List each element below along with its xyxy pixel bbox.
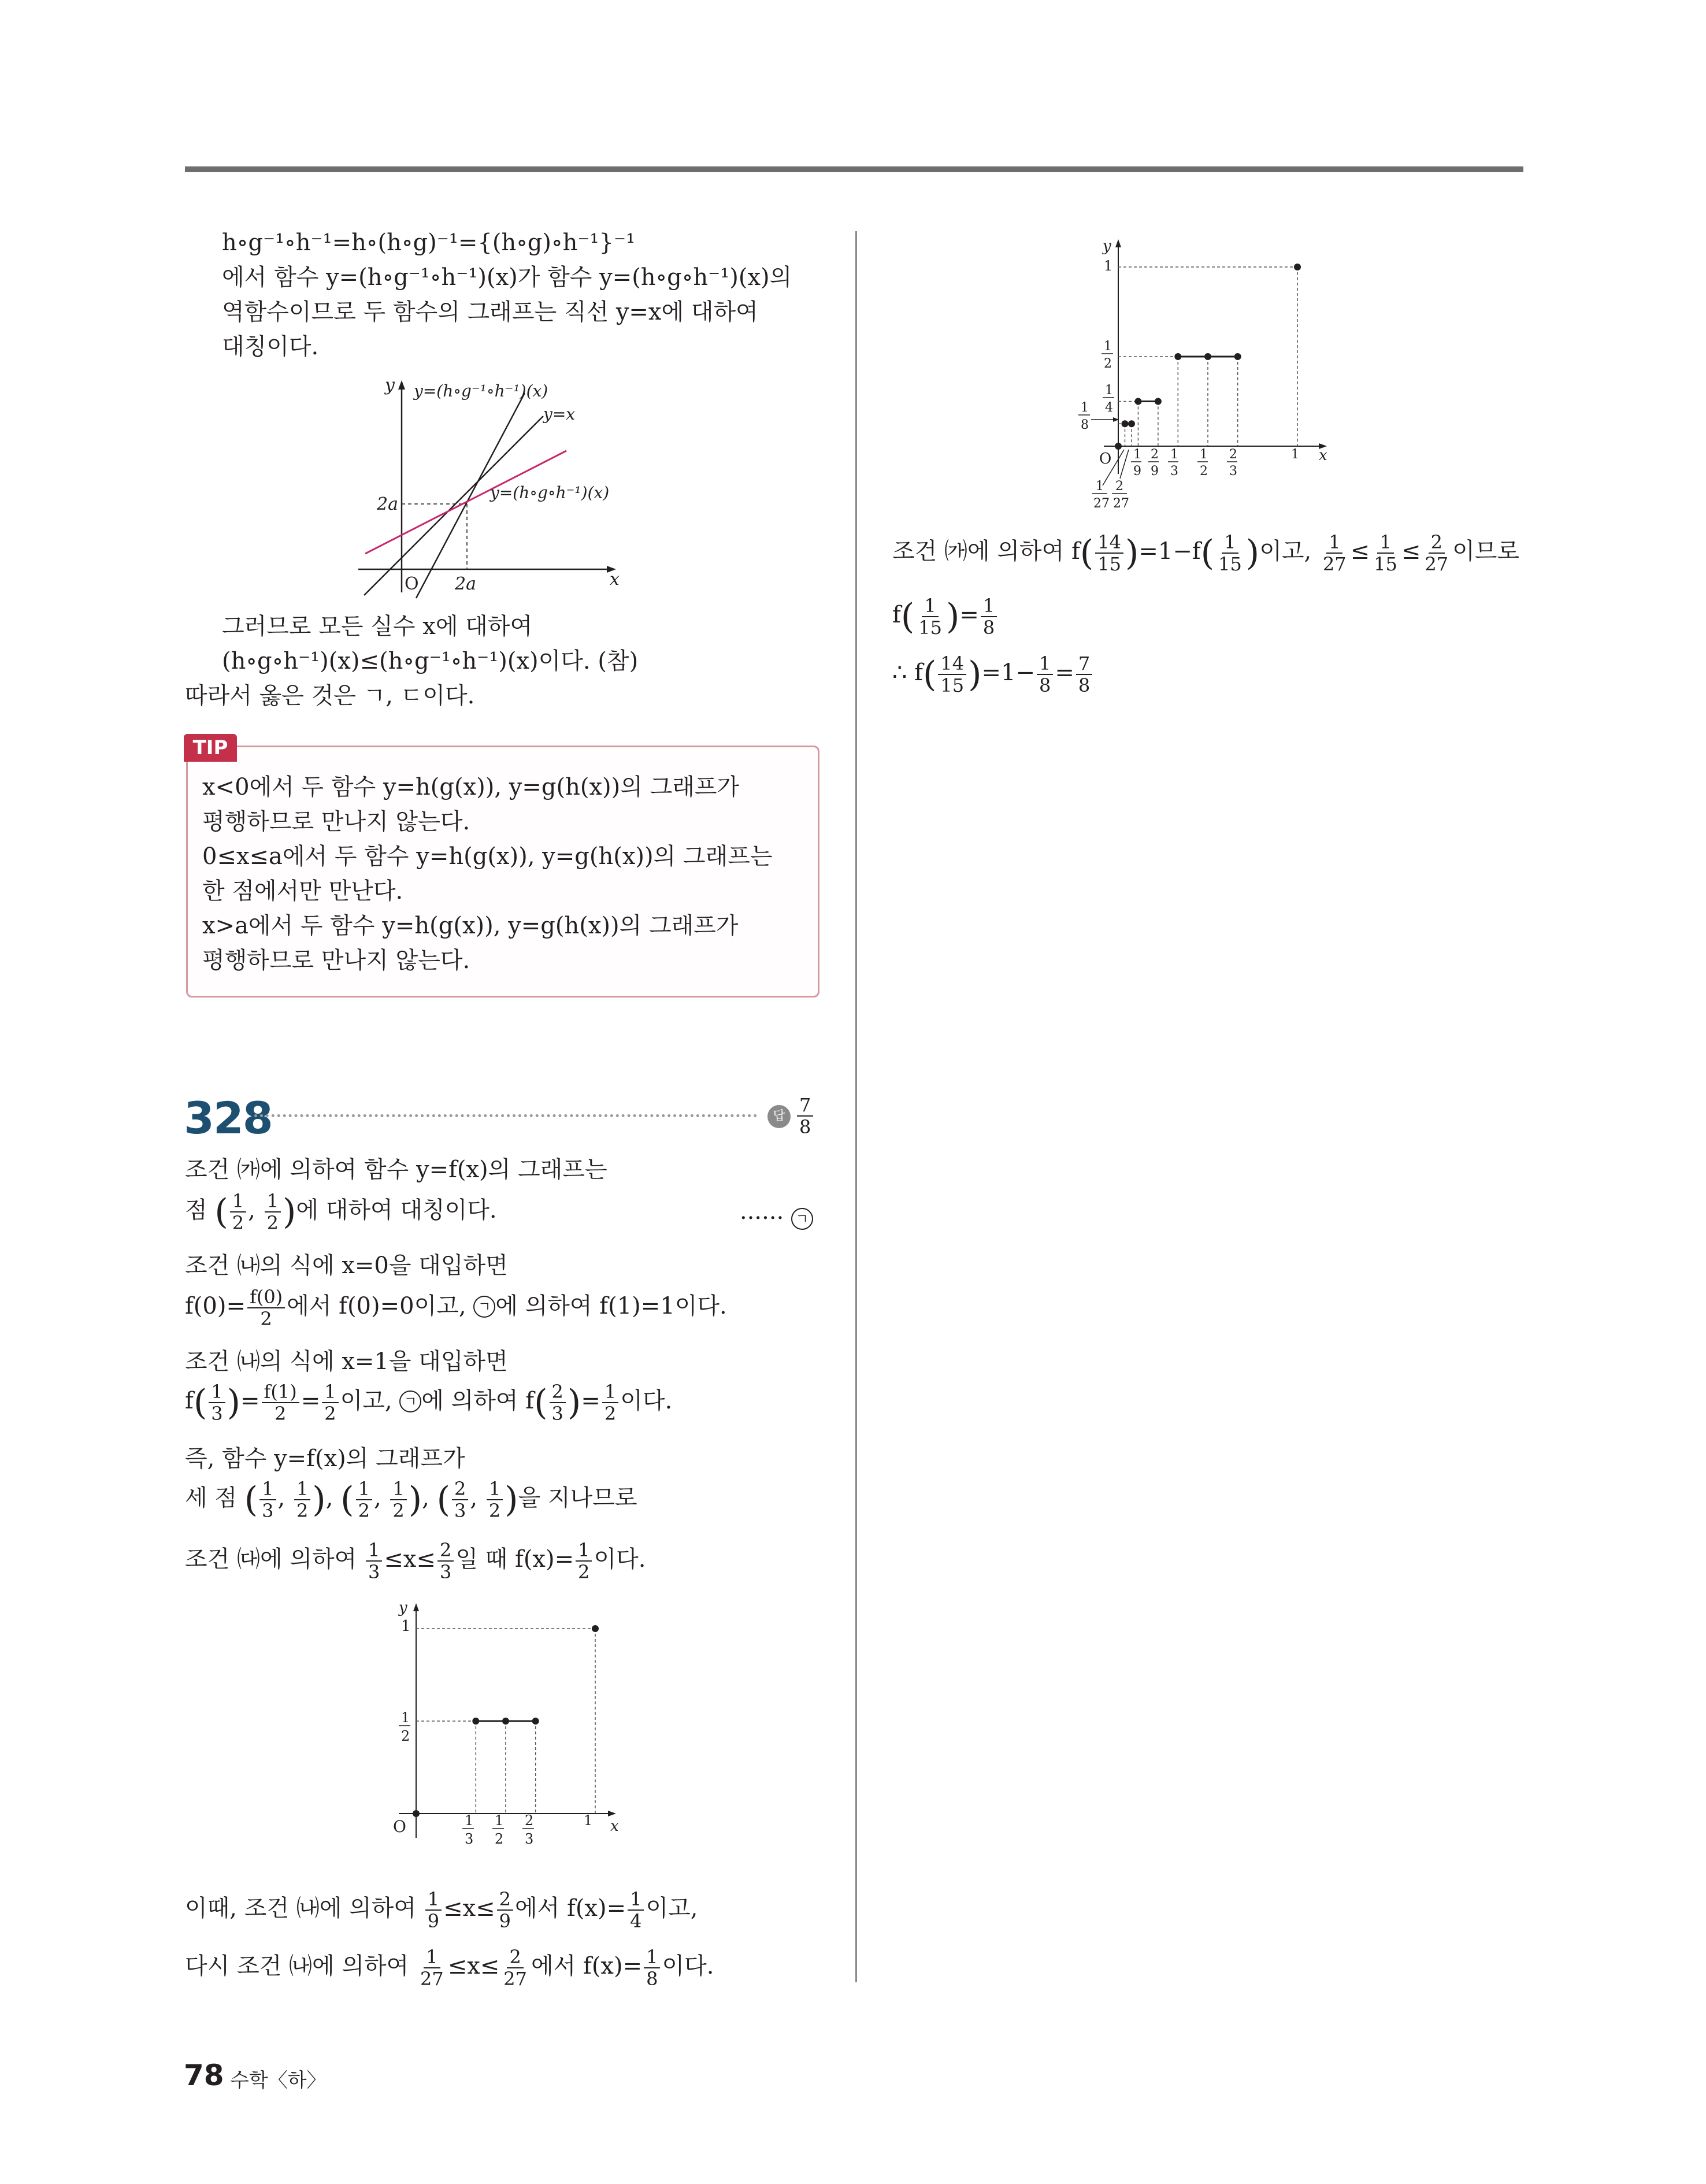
tip-line: x<0에서 두 함수 y=h(g(x)), y=g(h(x))의 그래프가: [202, 774, 740, 800]
svg-text:1: 1: [1081, 401, 1089, 415]
text-line-6: (h∘g∘h⁻¹)(x)≤(h∘g⁻¹∘h⁻¹)(x)이다. (참): [222, 648, 639, 674]
sol-text: 에서 f(x)=: [531, 1953, 643, 1979]
sol-text: 일 때 f(x)=: [455, 1546, 574, 1573]
frac-num: f(0): [247, 1286, 285, 1308]
sol-line-9: 조건 ㈐에 의하여 $\frac{1}{3}$ ≤x≤ $\frac{2}{3}$ 일 때 f(x)= $\frac{1}{2}$ 이다.: [185, 1539, 646, 1583]
sol-mark-ref: [740, 1202, 813, 1234]
svg-text:8: 8: [1081, 418, 1089, 432]
sol-text: 이다.: [662, 1953, 714, 1979]
sol-text: 을 지나므로: [518, 1485, 637, 1511]
sol-line-3: 조건 ㈏의 식에 x=0을 대입하면: [185, 1252, 508, 1279]
sol-text: f(0)=: [185, 1293, 246, 1319]
text-line-3: 역함수이므로 두 함수의 그래프는 직선 y=x에 대하여: [222, 299, 758, 325]
tip-line: x>a에서 두 함수 y=h(g(x)), y=g(h(x))의 그래프가: [202, 913, 739, 939]
data-marks: [413, 1625, 599, 1817]
svg-text:9: 9: [1133, 464, 1141, 479]
x-tick-two-thirds: [1227, 447, 1237, 479]
x-tick-1: 1: [1291, 447, 1299, 462]
graph-step-1: [381, 1595, 636, 1861]
problem-number: 328: [184, 1092, 272, 1144]
text-line-4: 대칭이다.: [222, 333, 319, 360]
y-axis-arrow: [398, 380, 405, 390]
data-point: [1121, 420, 1128, 427]
data-point: [1174, 353, 1181, 360]
x-tick-two-thirds: [522, 1812, 534, 1847]
ellipsis: ······: [740, 1205, 784, 1232]
svg-text:1: 1: [495, 1812, 504, 1829]
y-tick-quarter: [1103, 383, 1114, 415]
answer-den: 8: [799, 1116, 811, 1138]
data-point: [532, 1718, 539, 1725]
svg-text:1: 1: [465, 1812, 474, 1829]
page-number: 78: [184, 2059, 224, 2092]
label-inverse: y=(h∘g⁻¹∘h⁻¹)(x): [414, 381, 548, 401]
svg-text:9: 9: [1151, 464, 1159, 479]
sol-text: =1−f: [1138, 538, 1201, 565]
frac-den: 2: [260, 1308, 272, 1330]
text-line-5: 그러므로 모든 실수 x에 대하여: [222, 613, 533, 640]
tip-label: TIP: [184, 734, 237, 762]
sol-line-4: [185, 1286, 727, 1329]
sol-text: 이고,: [1259, 538, 1312, 565]
y-axis-label: y: [1103, 238, 1111, 255]
circled-mark: ㄱ: [399, 1391, 421, 1412]
svg-text:2: 2: [401, 1728, 410, 1744]
svg-text:2: 2: [1229, 447, 1237, 462]
x-tick-1: 1: [584, 1812, 593, 1829]
data-point: [1294, 264, 1301, 270]
sol-text: 이고,: [646, 1895, 698, 1922]
svg-text:1: 1: [1105, 383, 1113, 398]
svg-text:27: 27: [1093, 496, 1110, 511]
sol-text: 점: [185, 1197, 207, 1223]
sol-text: =: [959, 602, 979, 628]
svg-text:1: 1: [401, 1710, 410, 1726]
svg-text:2: 2: [1115, 479, 1123, 494]
sol-text: 에 대하여 대칭이다.: [296, 1197, 497, 1223]
sol-text: 이다.: [594, 1546, 646, 1573]
tip-line: 평행하므로 만나지 않는다.: [202, 809, 470, 835]
svg-text:1: 1: [1096, 479, 1104, 494]
tip-line: 평행하므로 만나지 않는다.: [202, 947, 470, 974]
y-axis-label: y: [385, 375, 395, 395]
tip-line: 한 점에서만 만난다.: [202, 878, 403, 904]
sol-line-11: 다시 조건 ㈏에 의하여 $\frac{1}{27}$ ≤x≤ $\frac{2}{27}$ 에서 f(x)= $\frac{1}{8}$ 이다.: [185, 1946, 714, 1990]
sol-text: 에 의하여 f(1)=1이다.: [495, 1293, 727, 1319]
sol-line-10: 이때, 조건 ㈏에 의하여 $\frac{1}{9}$ ≤x≤ $\frac{2}{9}$ 에서 f(x)= $\frac{1}{4}$ 이고,: [185, 1888, 698, 1932]
x-tick-two-ninths: [1148, 447, 1159, 479]
sol-text: 이므로: [1452, 538, 1520, 565]
sol-line-5: 조건 ㈏의 식에 x=1을 대입하면: [185, 1348, 508, 1375]
data-marks: [1115, 264, 1301, 450]
x-tick-ninth: [1131, 447, 1141, 479]
sol-text: 에서 f(x)=: [515, 1895, 626, 1922]
column-divider: [855, 231, 857, 1982]
sol-text: 다시 조건 ㈏에 의하여: [185, 1953, 409, 1979]
answer-icon: 답: [767, 1105, 791, 1128]
y-tick-1: 1: [401, 1618, 411, 1635]
svg-text:2: 2: [525, 1812, 534, 1829]
sol-text: 에서 f(0)=0이고,: [287, 1293, 474, 1319]
data-point: [1234, 353, 1241, 360]
circled-mark: ㄱ: [473, 1296, 495, 1318]
header-bar: [185, 166, 1523, 172]
svg-text:2: 2: [1104, 357, 1112, 371]
y-tick-half: [399, 1710, 410, 1744]
right-line-2: f( $\frac{1}{15}$ )= $\frac{1}{8}$: [892, 595, 999, 659]
dotted-leader: [254, 1114, 757, 1117]
sol-text: 조건 ㈐에 의하여: [185, 1546, 357, 1573]
x-axis-label: x: [1319, 447, 1327, 464]
sol-line-7: 즉, 함수 y=f(x)의 그래프가: [185, 1445, 465, 1472]
sol-text: 세 점: [185, 1485, 237, 1511]
origin-label: O: [1099, 450, 1112, 468]
svg-text:27: 27: [1113, 496, 1129, 511]
label-identity: y=x: [543, 405, 576, 424]
svg-text:2: 2: [1200, 464, 1208, 479]
x-axis-arrow: [608, 1811, 616, 1816]
book-title: 수학〈하〉: [230, 2069, 327, 2092]
graph-step-2: [1069, 231, 1347, 526]
tick-y-2a: 2a: [377, 494, 398, 514]
data-point: [1134, 398, 1141, 405]
sol-text: =1−: [981, 659, 1036, 686]
svg-text:1: 1: [1200, 447, 1208, 462]
data-point: [502, 1718, 509, 1725]
x-tick-half: [492, 1812, 504, 1847]
x-axis-label: x: [610, 1818, 619, 1835]
svg-text:3: 3: [1170, 464, 1178, 479]
data-point: [1128, 420, 1135, 427]
x-axis-label: x: [610, 569, 620, 589]
data-point: [1115, 443, 1122, 450]
sol-text: 에 의하여: [421, 1388, 518, 1414]
right-line-3: ∴ f( $\frac{14}{15}$ )=1− $\frac{1}{8}$ = $\frac{7}{8}$: [892, 653, 1094, 717]
sol-line-2: 점 ( $\frac{1}{2}$ , $\frac{1}{2}$ )에 대하여 대칭이다.: [185, 1190, 497, 1234]
svg-text:3: 3: [1229, 464, 1237, 479]
svg-text:2: 2: [495, 1831, 504, 1847]
tick-x-2a: 2a: [455, 574, 476, 594]
sol-text: =: [1055, 659, 1074, 686]
data-point: [592, 1625, 599, 1632]
text-line-2: 에서 함수 y=(h∘g⁻¹∘h⁻¹)(x)가 함수 y=(h∘g∘h⁻¹)(x)의: [222, 264, 792, 291]
x-tick-third: [1168, 447, 1178, 479]
origin-label: O: [405, 574, 419, 594]
x-tick-third: [462, 1812, 474, 1847]
sol-text: 이때, 조건 ㈏에 의하여: [185, 1895, 416, 1922]
right-line-1: 조건 ㈎에 의하여 f( $\frac{14}{15}$ )=1−f( $\frac{1}{15}$ )이고, $\frac{1}{27}$ ≤ $\frac{1}{15}$ ≤ $\frac{2}{27}$ 이므로: [892, 531, 1520, 575]
data-point: [413, 1810, 420, 1817]
x-tick-half: [1197, 447, 1208, 479]
svg-text:4: 4: [1105, 401, 1113, 415]
data-point: [1155, 398, 1162, 405]
text-line-7: 따라서 옳은 것은 ㄱ, ㄷ이다.: [185, 683, 475, 709]
data-point: [1204, 353, 1211, 360]
svg-text:1: 1: [1104, 339, 1112, 354]
x-tick-2-27: [1112, 450, 1129, 511]
svg-text:1: 1: [1133, 447, 1141, 462]
text-line-1: h∘g⁻¹∘h⁻¹=h∘(h∘g)⁻¹={(h∘g)∘h⁻¹}⁻¹: [222, 229, 636, 256]
y-axis-label: y: [399, 1599, 407, 1616]
tip-line: 0≤x≤a에서 두 함수 y=h(g(x)), y=g(h(x))의 그래프는: [202, 843, 773, 870]
sol-line-1: 조건 ㈎에 의하여 함수 y=f(x)의 그래프는: [185, 1156, 607, 1183]
y-tick-half: [1102, 339, 1113, 371]
graph-inverse-functions: [347, 370, 647, 601]
sol-text: 조건 ㈎에 의하여 f: [892, 538, 1080, 565]
y-axis-arrow: [413, 1603, 419, 1611]
y-tick-1: 1: [1104, 258, 1113, 274]
sol-line-8: 세 점 ( $\frac{1}{3}$ , $\frac{1}{2}$ ), ( $\frac{1}{2}$ , $\frac{1}{2}$ ), ( $\frac{2}{3}$ , $\frac{1}{2}$ )을 지나므로: [185, 1478, 637, 1522]
y-axis-arrow: [1115, 239, 1121, 247]
sol-text: 이다.: [620, 1388, 673, 1414]
svg-text:1: 1: [1170, 447, 1178, 462]
sol-text: 이고,: [340, 1388, 400, 1414]
answer-value: [795, 1095, 815, 1137]
circled-mark: ㄱ: [791, 1208, 813, 1230]
sol-text: ∴ f: [892, 659, 923, 686]
sol-line-6: f( $\frac{1}{3}$ )= $\frac{f(1)}{2}$ = $\frac{1}{2}$ 이고, ㄱ 에 의하여 f( $\frac{2}{3}$ )= $\frac{1}{2}$ 이다.: [185, 1381, 673, 1425]
svg-text:2: 2: [1151, 447, 1159, 462]
svg-text:3: 3: [525, 1831, 534, 1847]
svg-text:3: 3: [465, 1831, 474, 1847]
origin-label: O: [393, 1817, 406, 1836]
answer-num: 7: [797, 1095, 813, 1117]
label-function: y=(h∘g∘h⁻¹)(x): [490, 483, 610, 502]
data-point: [472, 1718, 479, 1725]
